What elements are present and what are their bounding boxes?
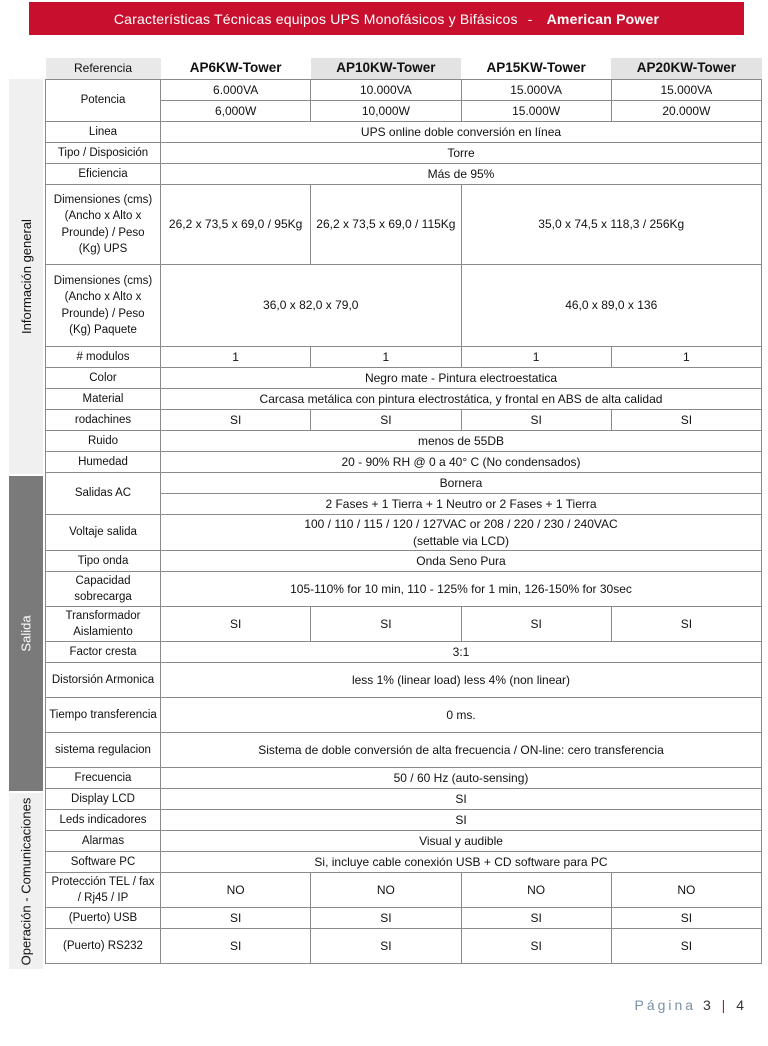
cell: 26,2 x 73,5 x 69,0 / 115Kg xyxy=(311,185,461,265)
row-label: Linea xyxy=(46,122,161,143)
cell: NO xyxy=(311,873,461,908)
table-row xyxy=(46,551,762,572)
row-label: Ruido xyxy=(46,431,161,452)
cell: less 1% (linear load) less 4% (non linear) xyxy=(161,663,762,698)
cell: NO xyxy=(161,873,311,908)
cell: 105-110% for 10 min, 110 - 125% for 1 min, 126-150% for 30sec xyxy=(161,572,762,607)
cell: SI xyxy=(311,607,461,642)
cell: NO xyxy=(611,873,761,908)
cell: SI xyxy=(611,929,761,964)
banner-brand: American Power xyxy=(546,10,660,27)
row-label: Voltaje salida xyxy=(46,515,161,551)
footer-total: 4 xyxy=(736,997,744,1013)
row-label: (Puerto) USB xyxy=(46,908,161,929)
row-label: Distorsión Armonica xyxy=(46,663,161,698)
header-ref: Referencia xyxy=(46,58,161,80)
cell: 26,2 x 73,5 x 69,0 / 95Kg xyxy=(161,185,311,265)
table-row xyxy=(46,143,762,164)
cell: SI xyxy=(311,929,461,964)
cell: Bornera xyxy=(161,473,762,494)
cell: 50 / 60 Hz (auto-sensing) xyxy=(161,768,762,789)
table-row xyxy=(46,347,762,368)
table-row xyxy=(46,122,762,143)
table-row xyxy=(46,452,762,473)
cell: SI xyxy=(161,607,311,642)
cell: SI xyxy=(611,607,761,642)
row-label: (Puerto) RS232 xyxy=(46,929,161,964)
cell: 20 - 90% RH @ 0 a 40° C (No condensados) xyxy=(161,452,762,473)
table-row xyxy=(46,515,762,551)
table-row xyxy=(46,852,762,873)
title-banner xyxy=(29,2,744,35)
cell: SI xyxy=(161,410,311,431)
table-row xyxy=(46,663,762,698)
cell: 1 xyxy=(161,347,311,368)
table-row xyxy=(46,410,762,431)
cell: UPS online doble conversión en línea xyxy=(161,122,762,143)
row-label: # modulos xyxy=(46,347,161,368)
cell: 6.000VA xyxy=(161,80,311,101)
table-row xyxy=(46,733,762,768)
row-label: Alarmas xyxy=(46,831,161,852)
table-row xyxy=(46,810,762,831)
row-label: Tiempo transferencia xyxy=(46,698,161,733)
row-label: Tipo / Disposición xyxy=(46,143,161,164)
table-row xyxy=(46,831,762,852)
row-label: Capacidad sobrecarga xyxy=(46,572,161,607)
row-label: Humedad xyxy=(46,452,161,473)
model-header: AP10KW-Tower xyxy=(311,58,461,80)
row-label: Display LCD xyxy=(46,789,161,810)
cell: Negro mate - Pintura electroestatica xyxy=(161,368,762,389)
cell: SI xyxy=(161,929,311,964)
cell: NO xyxy=(461,873,611,908)
cell: 6,000W xyxy=(161,101,311,122)
table-row xyxy=(46,389,762,410)
cell: SI xyxy=(161,789,762,810)
cell: 10.000VA xyxy=(311,80,461,101)
page-footer xyxy=(635,997,745,1013)
cell: SI xyxy=(161,908,311,929)
section-label-operacion: Operación - Comunicaciones xyxy=(9,793,43,969)
row-label: Dimensiones (cms) (Ancho x Alto x Prounde) / Peso (Kg) UPS xyxy=(46,185,161,265)
row-label: Frecuencia xyxy=(46,768,161,789)
cell: Si, incluye cable conexión USB + CD software para PC xyxy=(161,852,762,873)
cell: menos de 55DB xyxy=(161,431,762,452)
model-header: AP20KW-Tower xyxy=(611,58,761,80)
cell: 15.000VA xyxy=(461,80,611,101)
header-row xyxy=(46,58,762,80)
banner-title: Características Técnicas equipos UPS Monofásicos y Bifásicos xyxy=(113,10,518,27)
table-row xyxy=(46,607,762,642)
cell xyxy=(161,515,762,551)
row-label: Color xyxy=(46,368,161,389)
model-header: AP15KW-Tower xyxy=(461,58,611,80)
row-label: Potencia xyxy=(46,80,161,122)
row-label: rodachines xyxy=(46,410,161,431)
voltage-line-1: 100 / 110 / 115 / 120 / 127VAC or 208 / 220 / 230 / 240VAC xyxy=(304,517,618,532)
cell: SI xyxy=(461,410,611,431)
cell: 35,0 x 74,5 x 118,3 / 256Kg xyxy=(461,185,762,265)
cell: SI xyxy=(461,607,611,642)
cell: Visual y audible xyxy=(161,831,762,852)
row-label: Transformador Aislamiento xyxy=(46,607,161,642)
cell: SI xyxy=(611,410,761,431)
cell: Onda Seno Pura xyxy=(161,551,762,572)
cell: Más de 95% xyxy=(161,164,762,185)
cell: Torre xyxy=(161,143,762,164)
voltage-line-2: (settable via LCD) xyxy=(412,533,510,548)
cell: 1 xyxy=(611,347,761,368)
specs-table xyxy=(45,58,762,964)
footer-page: 3 xyxy=(702,997,711,1013)
table-row xyxy=(46,572,762,607)
cell: SI xyxy=(311,410,461,431)
table-row xyxy=(46,908,762,929)
cell: 46,0 x 89,0 x 136 xyxy=(461,265,762,347)
table-row xyxy=(46,368,762,389)
cell: 1 xyxy=(311,347,461,368)
banner-separator: - xyxy=(527,10,533,27)
table-row xyxy=(46,768,762,789)
cell: Carcasa metálica con pintura electrostática, y frontal en ABS de alta calidad xyxy=(161,389,762,410)
cell: 10,000W xyxy=(311,101,461,122)
table-row xyxy=(46,185,762,265)
table-row xyxy=(46,873,762,908)
table-row xyxy=(46,698,762,733)
cell: SI xyxy=(461,908,611,929)
table-row xyxy=(46,265,762,347)
cell: 0 ms. xyxy=(161,698,762,733)
table-row xyxy=(46,164,762,185)
cell: 1 xyxy=(461,347,611,368)
cell: 15.000W xyxy=(461,101,611,122)
cell: 15.000VA xyxy=(611,80,761,101)
section-label-salida: Salida xyxy=(9,476,43,791)
section-label-info: Información general xyxy=(9,79,43,474)
cell: SI xyxy=(461,929,611,964)
row-label: Material xyxy=(46,389,161,410)
cell: SI xyxy=(311,908,461,929)
row-label: Software PC xyxy=(46,852,161,873)
row-label: Tipo onda xyxy=(46,551,161,572)
table-row xyxy=(46,80,762,101)
row-label: Protección TEL / fax / Rj45 / IP xyxy=(46,873,161,908)
cell: 3:1 xyxy=(161,642,762,663)
table-row xyxy=(46,431,762,452)
footer-separator: | xyxy=(721,997,726,1013)
row-label: sistema regulacion xyxy=(46,733,161,768)
cell: 2 Fases + 1 Tierra + 1 Neutro or 2 Fases + 1 Tierra xyxy=(161,494,762,515)
cell: SI xyxy=(161,810,762,831)
footer-word: Página xyxy=(634,997,697,1013)
cell: SI xyxy=(611,908,761,929)
row-label: Leds indicadores xyxy=(46,810,161,831)
table-row xyxy=(46,473,762,494)
row-label: Dimensiones (cms) (Ancho x Alto x Prounde) / Peso (Kg) Paquete xyxy=(46,265,161,347)
table-row xyxy=(46,929,762,964)
cell: Sistema de doble conversión de alta frecuencia / ON-line: cero transferencia xyxy=(161,733,762,768)
row-label: Eficiencia xyxy=(46,164,161,185)
row-label: Salidas AC xyxy=(46,473,161,515)
model-header: AP6KW-Tower xyxy=(161,58,311,80)
cell: 20.000W xyxy=(611,101,761,122)
table-row xyxy=(46,789,762,810)
row-label: Factor cresta xyxy=(46,642,161,663)
table-row xyxy=(46,642,762,663)
cell: 36,0 x 82,0 x 79,0 xyxy=(161,265,462,347)
